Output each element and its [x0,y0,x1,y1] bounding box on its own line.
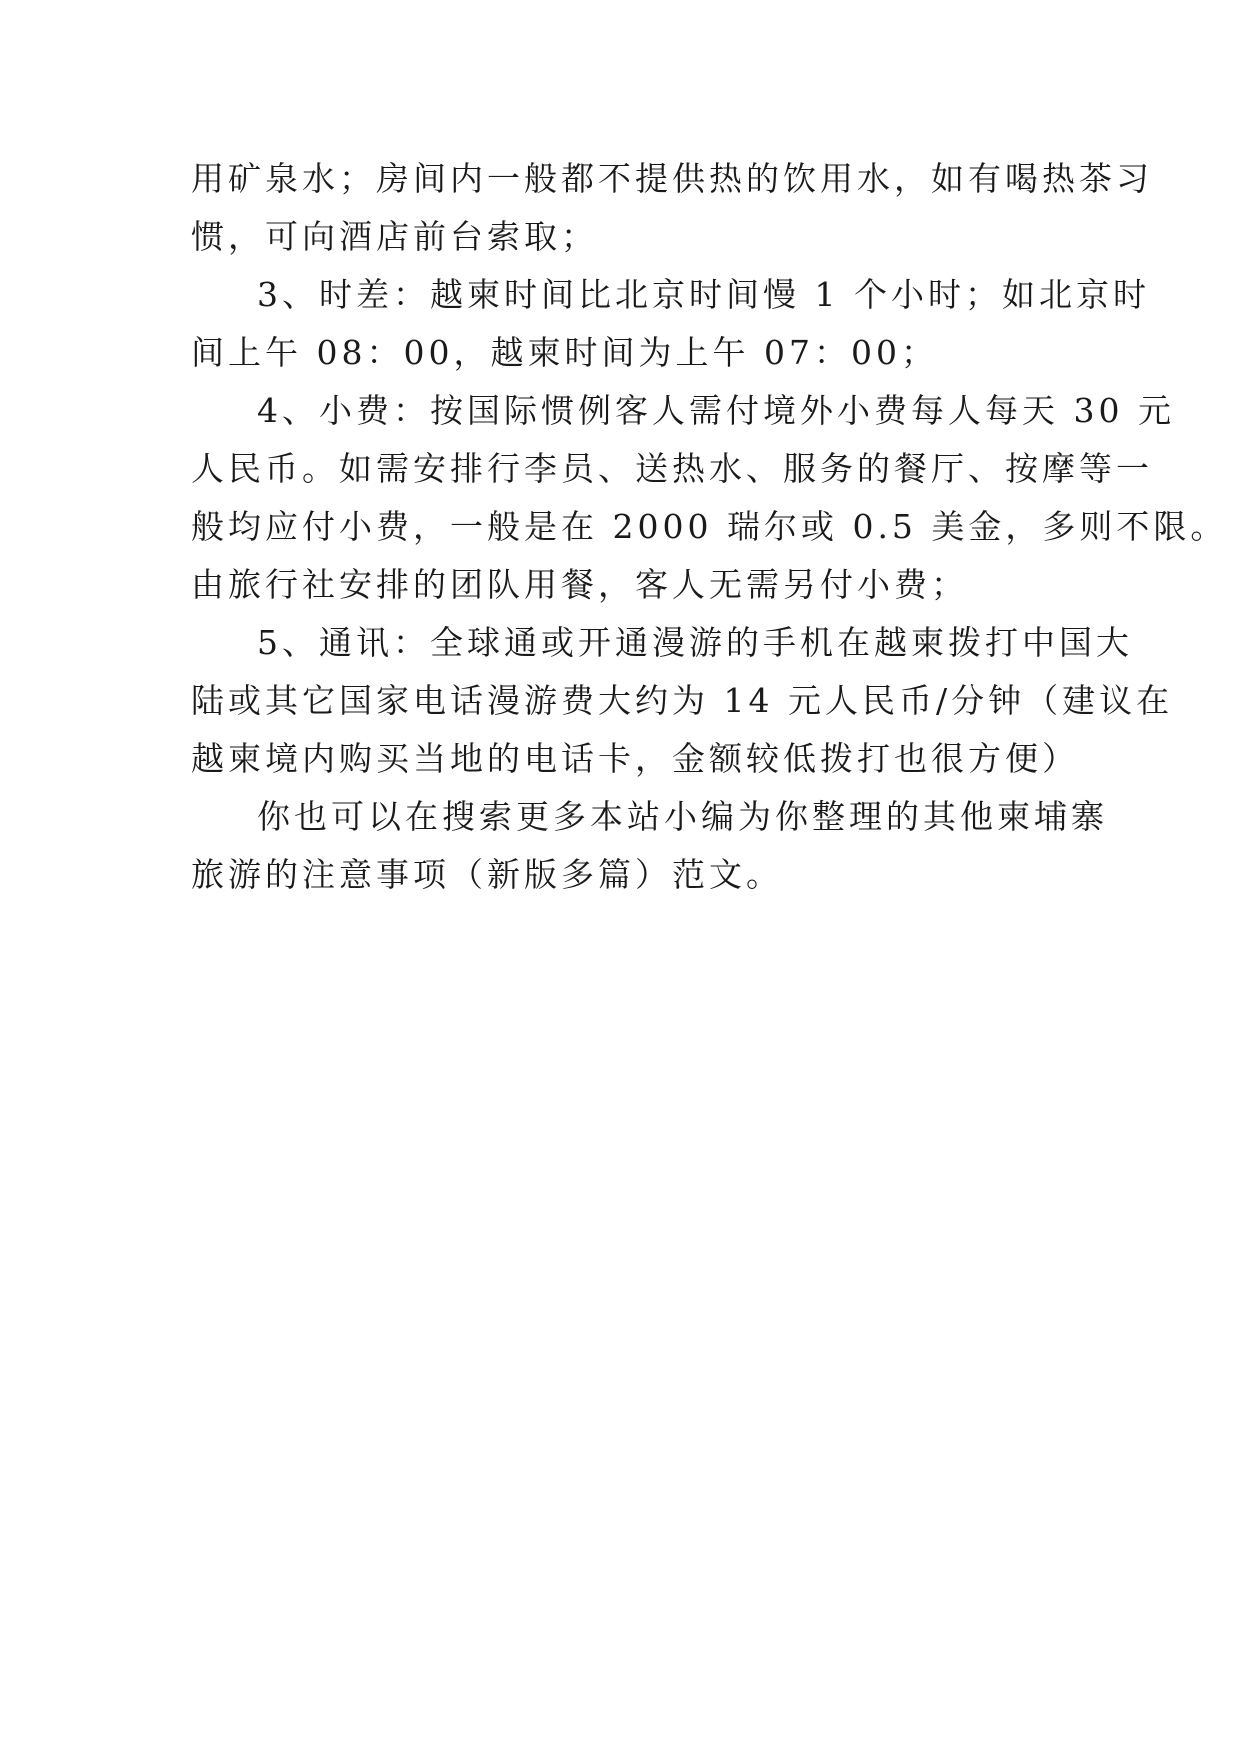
text-line: 3、时差：越柬时间比北京时间慢 1 个小时；如北京时 [257,275,1150,314]
text-line: 你也可以在搜索更多本站小编为你整理的其他柬埔寨 [257,797,1108,836]
text-line: 由旅行社安排的团队用餐，客人无需另付小费； [191,565,968,604]
text-line: 用矿泉水；房间内一般都不提供热的饮用水，如有喝热茶习 [191,159,1153,198]
text-line: 人民币。如需安排行李员、送热水、服务的餐厅、按摩等一 [191,449,1153,488]
text-line: 陆或其它国家电话漫游费大约为 14 元人民币/分钟（建议在 [191,681,1174,720]
text-line: 般均应付小费，一般是在 2000 瑞尔或 0.5 美金，多则不限。 [191,507,1228,546]
document-body [191,150,1228,904]
text-line: 旅游的注意事项（新版多篇）范文。 [191,855,783,894]
text-line: 间上午 08：00，越柬时间为上午 07：00； [191,333,938,372]
text-line: 5、通讯：全球通或开通漫游的手机在越柬拨打中国大 [257,623,1133,662]
text-line: 4、小费：按国际惯例客人需付境外小费每人每天 30 元 [257,391,1175,430]
text-line: 惯，可向酒店前台索取； [191,217,598,256]
text-line: 越柬境内购买当地的电话卡，金额较低拨打也很方便） [191,739,1079,778]
